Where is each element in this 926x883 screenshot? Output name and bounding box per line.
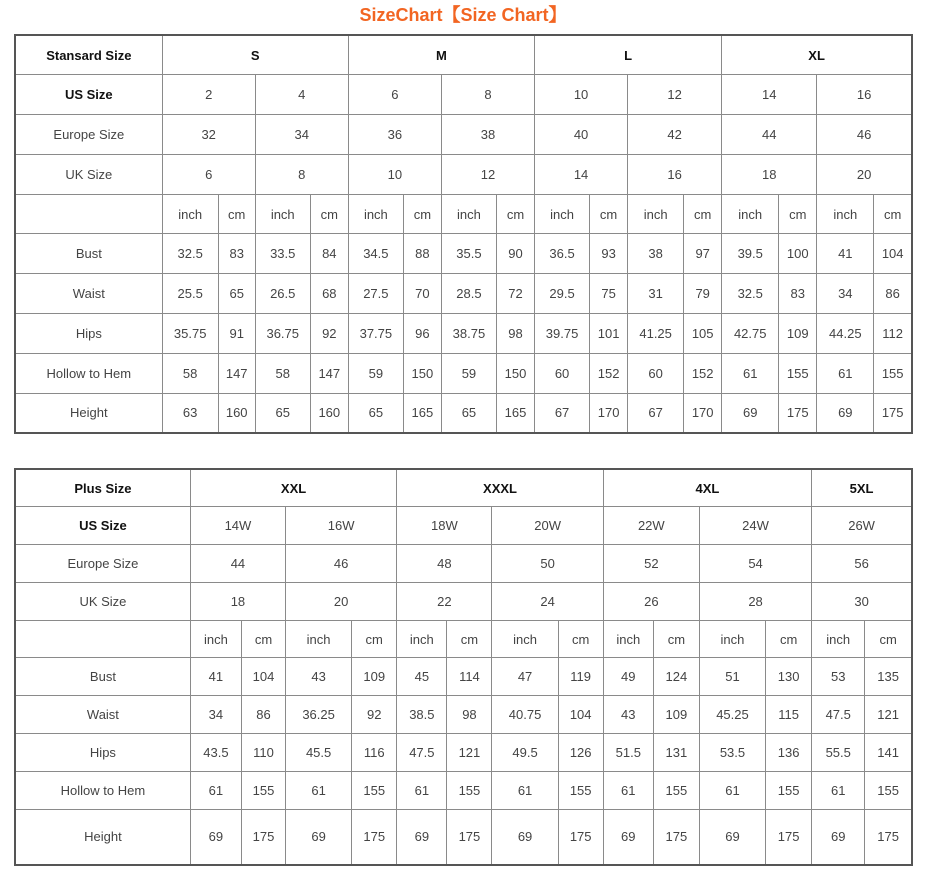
measurement-value: 155 bbox=[865, 771, 912, 809]
size-label: XXL bbox=[190, 469, 396, 507]
us-size-value: 16W bbox=[286, 507, 397, 545]
measurement-value: 110 bbox=[241, 734, 285, 772]
unit-inch: inch bbox=[817, 194, 874, 234]
measurement-row bbox=[15, 393, 912, 433]
measurement-value: 61 bbox=[190, 771, 241, 809]
measurement-value: 69 bbox=[492, 809, 558, 865]
row-label: Bust bbox=[15, 234, 162, 274]
measurement-value: 36.5 bbox=[535, 234, 590, 274]
measurement-value: 84 bbox=[310, 234, 348, 274]
measurement-value: 69 bbox=[397, 809, 447, 865]
unit-inch: inch bbox=[722, 194, 779, 234]
measurement-value: 28.5 bbox=[441, 274, 496, 314]
page-title: SizeChart【Size Chart】 bbox=[359, 5, 567, 25]
measurement-value: 47 bbox=[492, 658, 558, 696]
measurement-value: 152 bbox=[684, 353, 722, 393]
standard-size-table bbox=[14, 34, 913, 434]
measurement-value: 72 bbox=[496, 274, 534, 314]
measurement-value: 141 bbox=[865, 734, 912, 772]
measurement-value: 31 bbox=[628, 274, 684, 314]
unit-cm: cm bbox=[558, 620, 603, 658]
measurement-value: 98 bbox=[496, 314, 534, 354]
plus-size-table bbox=[14, 468, 913, 866]
measurement-value: 69 bbox=[699, 809, 765, 865]
europe-size-row bbox=[15, 115, 912, 155]
row-label: Bust bbox=[15, 658, 190, 696]
measurement-value: 49.5 bbox=[492, 734, 558, 772]
europe-size-value: 46 bbox=[817, 115, 912, 155]
measurement-value: 100 bbox=[779, 234, 817, 274]
measurement-value: 114 bbox=[447, 658, 492, 696]
measurement-value: 49 bbox=[603, 658, 653, 696]
us-size-value: 8 bbox=[441, 75, 534, 115]
measurement-value: 175 bbox=[653, 809, 699, 865]
measurement-value: 36.75 bbox=[255, 314, 310, 354]
europe-size-value: 44 bbox=[190, 545, 285, 583]
size-label: S bbox=[162, 35, 348, 75]
measurement-value: 170 bbox=[590, 393, 628, 433]
us-size-row bbox=[15, 75, 912, 115]
row-label: Hollow to Hem bbox=[15, 771, 190, 809]
measurement-value: 58 bbox=[162, 353, 218, 393]
unit-row bbox=[15, 194, 912, 234]
measurement-value: 86 bbox=[241, 696, 285, 734]
row-label: Hollow to Hem bbox=[15, 353, 162, 393]
measurement-value: 155 bbox=[653, 771, 699, 809]
europe-size-value: 56 bbox=[812, 545, 912, 583]
measurement-row bbox=[15, 696, 912, 734]
unit-inch: inch bbox=[628, 194, 684, 234]
measurement-value: 43.5 bbox=[190, 734, 241, 772]
measurement-value: 38.5 bbox=[397, 696, 447, 734]
measurement-value: 160 bbox=[218, 393, 255, 433]
measurement-value: 104 bbox=[874, 234, 912, 274]
unit-inch: inch bbox=[603, 620, 653, 658]
unit-cm: cm bbox=[241, 620, 285, 658]
unit-inch: inch bbox=[492, 620, 558, 658]
measurement-value: 35.5 bbox=[441, 234, 496, 274]
measurement-value: 70 bbox=[403, 274, 441, 314]
measurement-value: 69 bbox=[817, 393, 874, 433]
unit-cm: cm bbox=[447, 620, 492, 658]
measurement-value: 68 bbox=[310, 274, 348, 314]
measurement-value: 160 bbox=[310, 393, 348, 433]
measurement-value: 96 bbox=[403, 314, 441, 354]
us-size-value: 2 bbox=[162, 75, 255, 115]
row-label: Waist bbox=[15, 274, 162, 314]
europe-size-value: 54 bbox=[699, 545, 811, 583]
measurement-value: 155 bbox=[766, 771, 812, 809]
us-size-value: 6 bbox=[348, 75, 441, 115]
measurement-value: 150 bbox=[496, 353, 534, 393]
measurement-value: 45.25 bbox=[699, 696, 765, 734]
measurement-row bbox=[15, 771, 912, 809]
row-label: Europe Size bbox=[15, 545, 190, 583]
uk-size-value: 10 bbox=[348, 154, 441, 194]
measurement-value: 45 bbox=[397, 658, 447, 696]
measurement-value: 175 bbox=[865, 809, 912, 865]
us-size-value: 12 bbox=[628, 75, 722, 115]
measurement-value: 55.5 bbox=[812, 734, 865, 772]
size-label: XL bbox=[722, 35, 912, 75]
uk-size-value: 22 bbox=[397, 582, 492, 620]
measurement-value: 65 bbox=[441, 393, 496, 433]
europe-size-value: 52 bbox=[603, 545, 699, 583]
size-label: XXXL bbox=[397, 469, 603, 507]
measurement-value: 121 bbox=[865, 696, 912, 734]
measurement-value: 165 bbox=[496, 393, 534, 433]
measurement-value: 109 bbox=[779, 314, 817, 354]
measurement-value: 65 bbox=[218, 274, 255, 314]
measurement-value: 61 bbox=[397, 771, 447, 809]
measurement-value: 44.25 bbox=[817, 314, 874, 354]
measurement-value: 38 bbox=[628, 234, 684, 274]
measurement-value: 65 bbox=[255, 393, 310, 433]
measurement-value: 47.5 bbox=[397, 734, 447, 772]
measurement-value: 61 bbox=[817, 353, 874, 393]
unit-cm: cm bbox=[496, 194, 534, 234]
unit-row bbox=[15, 620, 912, 658]
unit-inch: inch bbox=[348, 194, 403, 234]
size-label: L bbox=[535, 35, 722, 75]
us-size-value: 10 bbox=[535, 75, 628, 115]
unit-cm: cm bbox=[874, 194, 912, 234]
unit-cm: cm bbox=[310, 194, 348, 234]
unit-cm: cm bbox=[865, 620, 912, 658]
measurement-value: 51.5 bbox=[603, 734, 653, 772]
us-size-value: 24W bbox=[699, 507, 811, 545]
uk-size-value: 18 bbox=[190, 582, 285, 620]
measurement-value: 41 bbox=[190, 658, 241, 696]
measurement-value: 135 bbox=[865, 658, 912, 696]
unit-inch: inch bbox=[190, 620, 241, 658]
measurement-value: 86 bbox=[874, 274, 912, 314]
measurement-value: 112 bbox=[874, 314, 912, 354]
us-size-value: 22W bbox=[603, 507, 699, 545]
measurement-value: 136 bbox=[766, 734, 812, 772]
measurement-value: 126 bbox=[558, 734, 603, 772]
measurement-value: 121 bbox=[447, 734, 492, 772]
size-header-row bbox=[15, 35, 912, 75]
measurement-value: 47.5 bbox=[812, 696, 865, 734]
measurement-value: 155 bbox=[874, 353, 912, 393]
us-size-value: 18W bbox=[397, 507, 492, 545]
row-label: Height bbox=[15, 809, 190, 865]
row-label: UK Size bbox=[15, 154, 162, 194]
measurement-value: 104 bbox=[558, 696, 603, 734]
europe-size-value: 32 bbox=[162, 115, 255, 155]
row-label: Europe Size bbox=[15, 115, 162, 155]
measurement-value: 32.5 bbox=[162, 234, 218, 274]
uk-size-value: 8 bbox=[255, 154, 348, 194]
measurement-value: 155 bbox=[779, 353, 817, 393]
unit-inch: inch bbox=[535, 194, 590, 234]
measurement-value: 175 bbox=[779, 393, 817, 433]
europe-size-row bbox=[15, 545, 912, 583]
measurement-value: 40.75 bbox=[492, 696, 558, 734]
unit-cm: cm bbox=[766, 620, 812, 658]
europe-size-value: 34 bbox=[255, 115, 348, 155]
unit-inch: inch bbox=[812, 620, 865, 658]
measurement-row bbox=[15, 314, 912, 354]
measurement-value: 69 bbox=[603, 809, 653, 865]
measurement-value: 152 bbox=[590, 353, 628, 393]
measurement-value: 25.5 bbox=[162, 274, 218, 314]
measurement-value: 69 bbox=[190, 809, 241, 865]
us-size-value: 4 bbox=[255, 75, 348, 115]
row-label: US Size bbox=[15, 75, 162, 115]
unit-inch: inch bbox=[699, 620, 765, 658]
measurement-value: 32.5 bbox=[722, 274, 779, 314]
measurement-value: 92 bbox=[310, 314, 348, 354]
measurement-value: 42.75 bbox=[722, 314, 779, 354]
measurement-value: 165 bbox=[403, 393, 441, 433]
measurement-row bbox=[15, 658, 912, 696]
row-label: UK Size bbox=[15, 582, 190, 620]
us-size-value: 26W bbox=[812, 507, 912, 545]
measurement-value: 34 bbox=[817, 274, 874, 314]
measurement-value: 27.5 bbox=[348, 274, 403, 314]
measurement-value: 75 bbox=[590, 274, 628, 314]
measurement-row bbox=[15, 234, 912, 274]
size-label: 5XL bbox=[812, 469, 912, 507]
unit-cm: cm bbox=[590, 194, 628, 234]
uk-size-value: 20 bbox=[286, 582, 397, 620]
measurement-value: 175 bbox=[447, 809, 492, 865]
measurement-value: 39.5 bbox=[722, 234, 779, 274]
measurement-value: 43 bbox=[603, 696, 653, 734]
measurement-value: 97 bbox=[684, 234, 722, 274]
size-header-row bbox=[15, 469, 912, 507]
measurement-value: 61 bbox=[812, 771, 865, 809]
measurement-value: 53.5 bbox=[699, 734, 765, 772]
uk-size-value: 26 bbox=[603, 582, 699, 620]
unit-inch: inch bbox=[162, 194, 218, 234]
uk-size-value: 16 bbox=[628, 154, 722, 194]
measurement-value: 61 bbox=[492, 771, 558, 809]
measurement-value: 61 bbox=[286, 771, 352, 809]
europe-size-value: 38 bbox=[441, 115, 534, 155]
measurement-value: 34 bbox=[190, 696, 241, 734]
measurement-value: 124 bbox=[653, 658, 699, 696]
measurement-value: 115 bbox=[766, 696, 812, 734]
measurement-value: 59 bbox=[441, 353, 496, 393]
europe-size-value: 36 bbox=[348, 115, 441, 155]
measurement-value: 155 bbox=[352, 771, 397, 809]
measurement-value: 34.5 bbox=[348, 234, 403, 274]
measurement-value: 33.5 bbox=[255, 234, 310, 274]
uk-size-value: 24 bbox=[492, 582, 603, 620]
size-label: M bbox=[348, 35, 534, 75]
uk-size-value: 14 bbox=[535, 154, 628, 194]
measurement-value: 35.75 bbox=[162, 314, 218, 354]
measurement-value: 69 bbox=[722, 393, 779, 433]
measurement-value: 26.5 bbox=[255, 274, 310, 314]
measurement-value: 130 bbox=[766, 658, 812, 696]
unit-inch: inch bbox=[255, 194, 310, 234]
unit-inch: inch bbox=[441, 194, 496, 234]
measurement-value: 41.25 bbox=[628, 314, 684, 354]
unit-inch: inch bbox=[397, 620, 447, 658]
europe-size-value: 44 bbox=[722, 115, 817, 155]
measurement-value: 61 bbox=[603, 771, 653, 809]
measurement-value: 98 bbox=[447, 696, 492, 734]
measurement-value: 60 bbox=[628, 353, 684, 393]
measurement-value: 109 bbox=[653, 696, 699, 734]
measurement-value: 69 bbox=[812, 809, 865, 865]
measurement-row bbox=[15, 809, 912, 865]
row-label: Waist bbox=[15, 696, 190, 734]
measurement-value: 37.75 bbox=[348, 314, 403, 354]
measurement-value: 60 bbox=[535, 353, 590, 393]
measurement-value: 65 bbox=[348, 393, 403, 433]
measurement-value: 150 bbox=[403, 353, 441, 393]
empty-cell bbox=[15, 194, 162, 234]
measurement-value: 88 bbox=[403, 234, 441, 274]
europe-size-value: 40 bbox=[535, 115, 628, 155]
measurement-value: 29.5 bbox=[535, 274, 590, 314]
unit-cm: cm bbox=[218, 194, 255, 234]
measurement-value: 91 bbox=[218, 314, 255, 354]
row-label: Hips bbox=[15, 734, 190, 772]
measurement-row bbox=[15, 734, 912, 772]
us-size-value: 14W bbox=[190, 507, 285, 545]
size-category-label: Plus Size bbox=[15, 469, 190, 507]
measurement-value: 147 bbox=[218, 353, 255, 393]
uk-size-value: 30 bbox=[812, 582, 912, 620]
measurement-value: 67 bbox=[535, 393, 590, 433]
measurement-value: 170 bbox=[684, 393, 722, 433]
measurement-value: 59 bbox=[348, 353, 403, 393]
measurement-value: 51 bbox=[699, 658, 765, 696]
measurement-value: 93 bbox=[590, 234, 628, 274]
measurement-value: 38.75 bbox=[441, 314, 496, 354]
measurement-value: 119 bbox=[558, 658, 603, 696]
measurement-value: 101 bbox=[590, 314, 628, 354]
uk-size-row bbox=[15, 582, 912, 620]
unit-cm: cm bbox=[779, 194, 817, 234]
measurement-value: 92 bbox=[352, 696, 397, 734]
measurement-value: 61 bbox=[722, 353, 779, 393]
measurement-value: 67 bbox=[628, 393, 684, 433]
europe-size-value: 48 bbox=[397, 545, 492, 583]
measurement-value: 175 bbox=[558, 809, 603, 865]
measurement-value: 105 bbox=[684, 314, 722, 354]
us-size-value: 20W bbox=[492, 507, 603, 545]
measurement-value: 104 bbox=[241, 658, 285, 696]
measurement-value: 83 bbox=[218, 234, 255, 274]
measurement-value: 39.75 bbox=[535, 314, 590, 354]
row-label: Hips bbox=[15, 314, 162, 354]
measurement-value: 83 bbox=[779, 274, 817, 314]
unit-cm: cm bbox=[403, 194, 441, 234]
measurement-value: 175 bbox=[766, 809, 812, 865]
measurement-value: 175 bbox=[874, 393, 912, 433]
measurement-value: 131 bbox=[653, 734, 699, 772]
measurement-value: 69 bbox=[286, 809, 352, 865]
uk-size-value: 20 bbox=[817, 154, 912, 194]
measurement-value: 36.25 bbox=[286, 696, 352, 734]
measurement-value: 43 bbox=[286, 658, 352, 696]
row-label: Height bbox=[15, 393, 162, 433]
measurement-value: 79 bbox=[684, 274, 722, 314]
size-label: 4XL bbox=[603, 469, 811, 507]
measurement-value: 175 bbox=[241, 809, 285, 865]
measurement-row bbox=[15, 353, 912, 393]
us-size-value: 14 bbox=[722, 75, 817, 115]
uk-size-value: 18 bbox=[722, 154, 817, 194]
europe-size-value: 46 bbox=[286, 545, 397, 583]
measurement-value: 63 bbox=[162, 393, 218, 433]
measurement-value: 41 bbox=[817, 234, 874, 274]
measurement-value: 147 bbox=[310, 353, 348, 393]
uk-size-value: 6 bbox=[162, 154, 255, 194]
measurement-row bbox=[15, 274, 912, 314]
europe-size-value: 50 bbox=[492, 545, 603, 583]
measurement-value: 155 bbox=[241, 771, 285, 809]
empty-cell bbox=[15, 620, 190, 658]
uk-size-value: 28 bbox=[699, 582, 811, 620]
measurement-value: 58 bbox=[255, 353, 310, 393]
us-size-value: 16 bbox=[817, 75, 912, 115]
measurement-value: 155 bbox=[447, 771, 492, 809]
unit-cm: cm bbox=[684, 194, 722, 234]
measurement-value: 61 bbox=[699, 771, 765, 809]
uk-size-value: 12 bbox=[441, 154, 534, 194]
row-label: US Size bbox=[15, 507, 190, 545]
measurement-value: 90 bbox=[496, 234, 534, 274]
unit-cm: cm bbox=[352, 620, 397, 658]
measurement-value: 116 bbox=[352, 734, 397, 772]
uk-size-row bbox=[15, 154, 912, 194]
us-size-row bbox=[15, 507, 912, 545]
size-category-label: Stansard Size bbox=[15, 35, 162, 75]
europe-size-value: 42 bbox=[628, 115, 722, 155]
measurement-value: 175 bbox=[352, 809, 397, 865]
measurement-value: 155 bbox=[558, 771, 603, 809]
measurement-value: 109 bbox=[352, 658, 397, 696]
unit-cm: cm bbox=[653, 620, 699, 658]
unit-inch: inch bbox=[286, 620, 352, 658]
measurement-value: 53 bbox=[812, 658, 865, 696]
measurement-value: 45.5 bbox=[286, 734, 352, 772]
